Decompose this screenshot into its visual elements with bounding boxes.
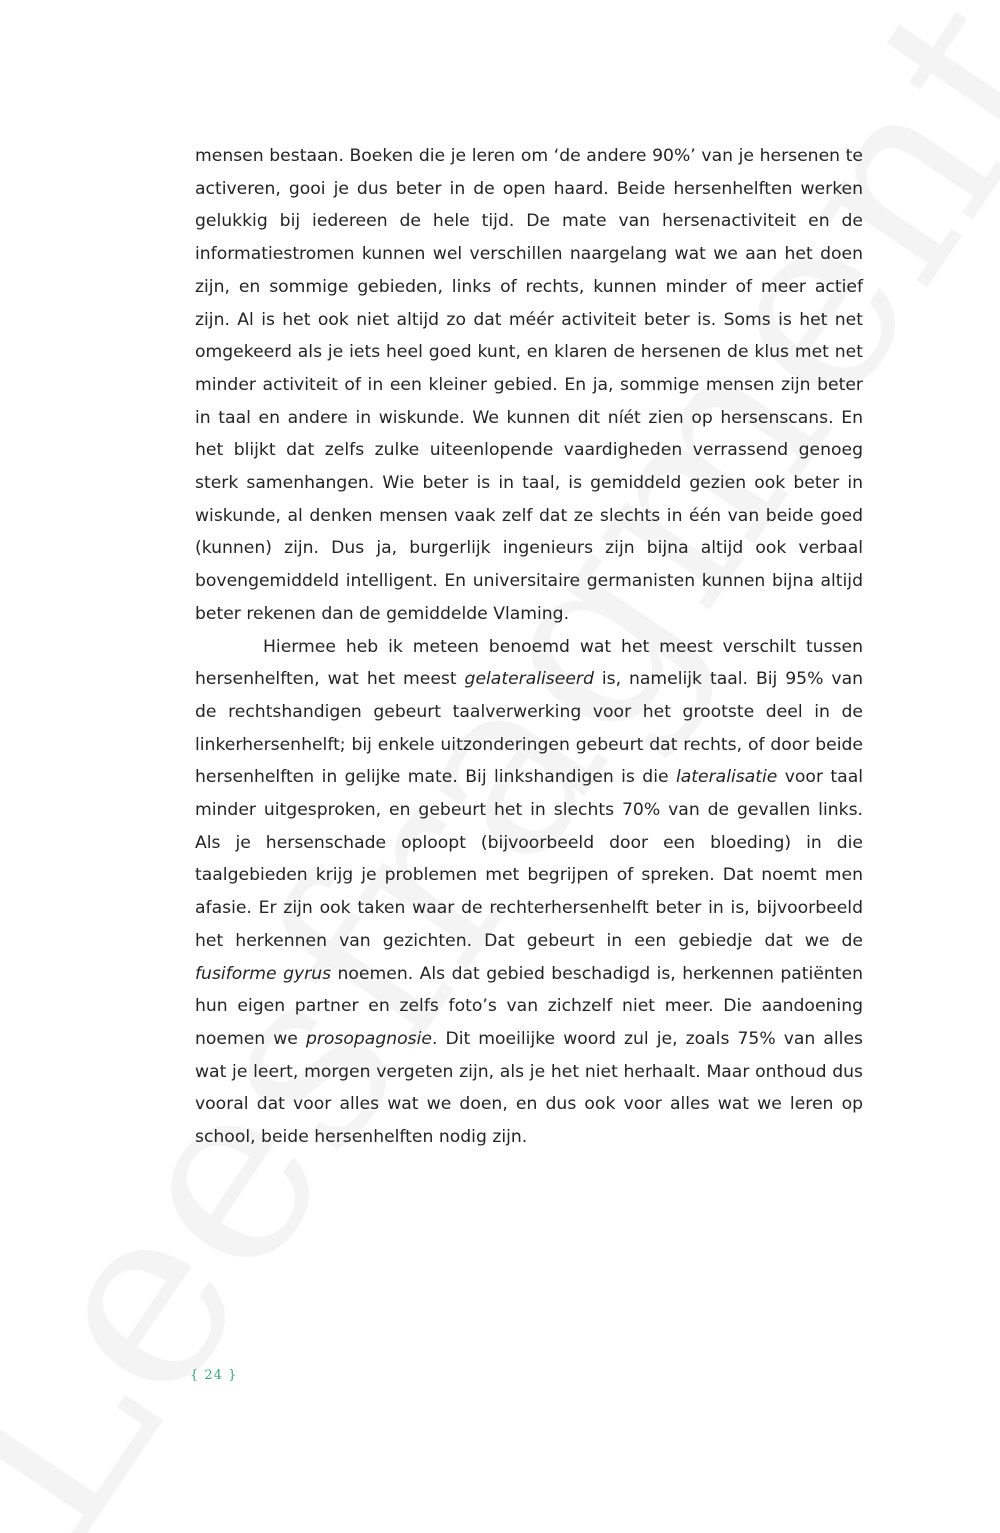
page-number: { 24 } [190, 1368, 238, 1383]
paragraph [195, 140, 863, 631]
italic-term: gelateraliseerd [464, 669, 594, 690]
italic-term: lateralisatie [675, 767, 778, 788]
italic-term: fusiforme gyrus [195, 963, 332, 984]
paragraph-text: Hiermee heb ik meteen benoemd wat het meest verschilt tussen hersenhelften, wat het meest [195, 636, 863, 690]
paragraph-text: . Dit moeilijke woord zul je, zoals 75% van alles wat je leert, morgen vergeten zijn, als je het niet herhaalt. Maar onthoud dus vooral dat voor alles wat we doen, en dus ook voor alles wat we leren op school, beide hersenhelften nodig zijn. [195, 1028, 863, 1148]
italic-term: prosopagnosie [305, 1028, 432, 1049]
paragraph [195, 631, 863, 1154]
paragraph-text: voor taal minder uitgesproken, en gebeurt het in slechts 70% van de gevallen links. Als je hersenschade oploopt (bijvoorbeeld door een bloeding) in die taalgebieden krijg je problemen met begrijpen of spreken. Dat noemt men afasie. Er zijn ook taken waar de rechterhersenhelft beter in is, bijvoorbeeld het herkennen van gezichten. Dat gebeurt in een gebiedje dat we de [195, 767, 863, 951]
paragraph-text: noemen. Als dat gebied beschadigd is, herkennen patiënten hun eigen partner en zelfs foto’s van zichzelf niet meer. Die aandoening noemen we [195, 963, 863, 1049]
paragraph-text: mensen bestaan. Boeken die je leren om ‘de andere 90%’ van je hersenen te activeren, gooi je dus beter in de open haard. Beide hersenhelften werken gelukkig bij iedereen de hele tijd. De mate van hersenactiviteit en de informatiestromen kunnen wel verschillen naargelang wat we aan het doen zijn, en sommige gebieden, links of rechts, kunnen minder of meer actief zijn. Al is het ook niet altijd zo dat méér activiteit beter is. Soms is het net omgekeerd als je iets heel goed kunt, en klaren de hersenen de klus met net minder activiteit of in een kleiner gebied. En ja, sommige mensen zijn beter in taal en andere in wiskunde. We kunnen dit níét zien op hersenscans. En het blijkt dat zelfs zulke uiteenlopende vaardigheden verrassend genoeg sterk samenhangen. Wie beter is in taal, is gemiddeld gezien ook beter in wiskunde, al denken mensen vaak zelf dat ze slechts in één van beide goed (kunnen) zijn. Dus ja, burgerlijk ingenieurs zijn bijna altijd ook verbaal bovengemiddeld intelligent. En universitaire germanisten kunnen bijna altijd beter rekenen dan de gemiddelde Vlaming. [195, 146, 863, 624]
paragraph-text: is, namelijk taal. Bij 95% van de rechtshandigen gebeurt taalverwerking voor het grootste deel in de linkerhersenhelft; bij enkele uitzonderingen gebeurt dat rechts, of door beide hersenhelften in gelijke mate. Bij linkshandigen is die [195, 669, 863, 788]
body-text [195, 140, 863, 1154]
